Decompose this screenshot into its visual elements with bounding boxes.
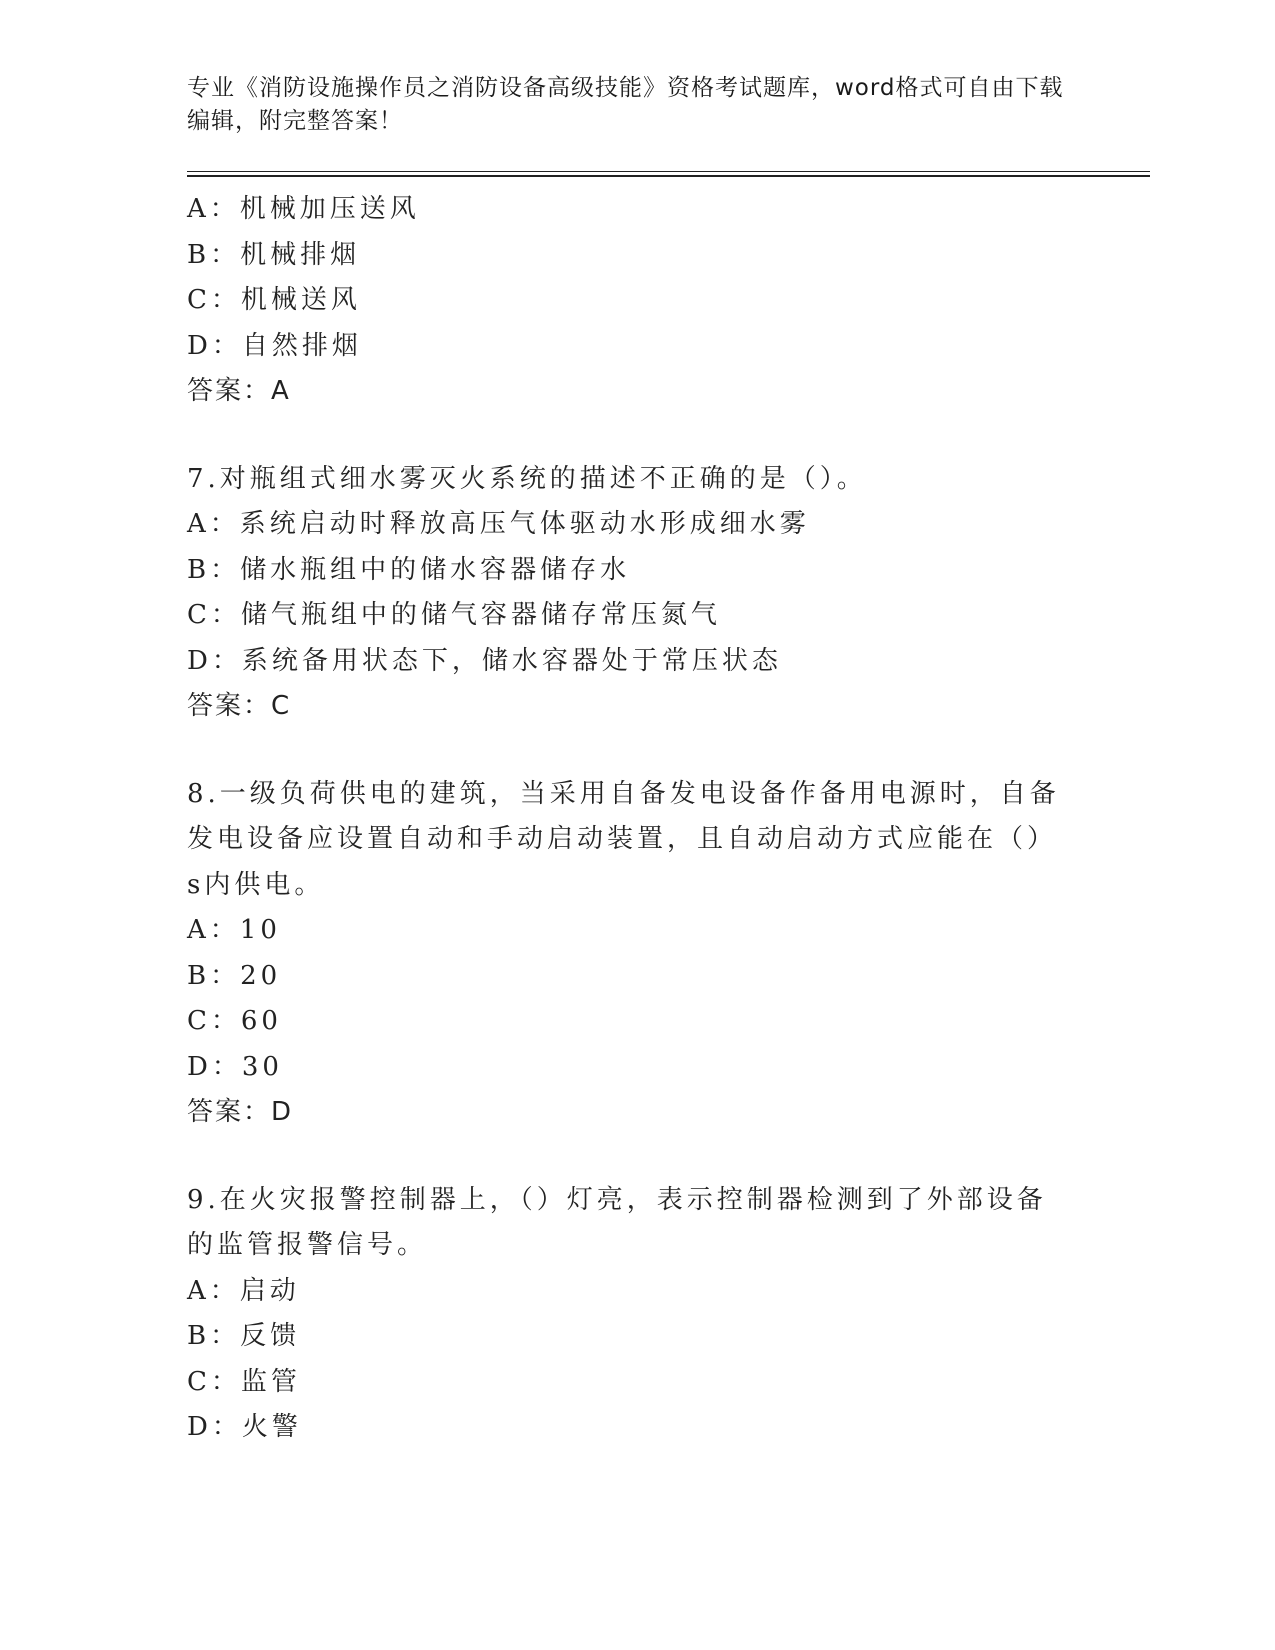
answer-line: 答案：A [187,376,291,406]
option-a: A：10 [187,915,281,945]
question-list [187,187,1087,1451]
option-b: B：机械排烟 [187,239,361,270]
header-divider-thin [187,171,1150,172]
option-d: D：火警 [187,1412,302,1442]
option-a: A：系统启动时释放高压气体驱动水形成细水雾 [187,509,810,539]
option-d: D：30 [187,1051,283,1082]
option-b: B：储水瓶组中的储水容器储存水 [187,554,631,585]
question-stem: 8.一级负荷供电的建筑，当采用自备发电设备作备用电源时，自备发电设备应设置自动和手动启动装置，且自动启动方式应能在（）s内供电。 [187,778,1060,900]
question-block-6 [187,187,1087,415]
answer-line: 答案：C [187,691,292,721]
option-c: C：机械送风 [187,285,361,315]
document-header: 专业《消防设施操作员之消防设备高级技能》资格考试题库，word格式可自由下载编辑，附完整答案！ [187,75,1064,134]
answer-line: 答案：D [187,1097,294,1127]
option-c: C：监管 [187,1366,301,1397]
option-d: D：系统备用状态下，储水容器处于常压状态 [187,645,782,676]
option-a: A：启动 [187,1275,300,1306]
option-b: B：反馈 [187,1321,301,1351]
option-c: C：60 [187,1006,282,1036]
option-a: A：机械加压送风 [187,194,420,224]
question-block-9 [187,1178,1087,1451]
question-stem: 9.在火灾报警控制器上，（）灯亮，表示控制器检测到了外部设备的监管报警信号。 [187,1184,1047,1260]
header-divider-thick [187,175,1150,177]
option-d: D：自然排烟 [187,330,362,361]
question-stem: 7.对瓶组式细水雾灭火系统的描述不正确的是（）。 [187,463,867,494]
question-block-8 [187,772,1087,1136]
option-c: C：储气瓶组中的储气容器储存常压氮气 [187,600,721,630]
option-b: B：20 [187,960,282,991]
question-block-7 [187,457,1087,730]
